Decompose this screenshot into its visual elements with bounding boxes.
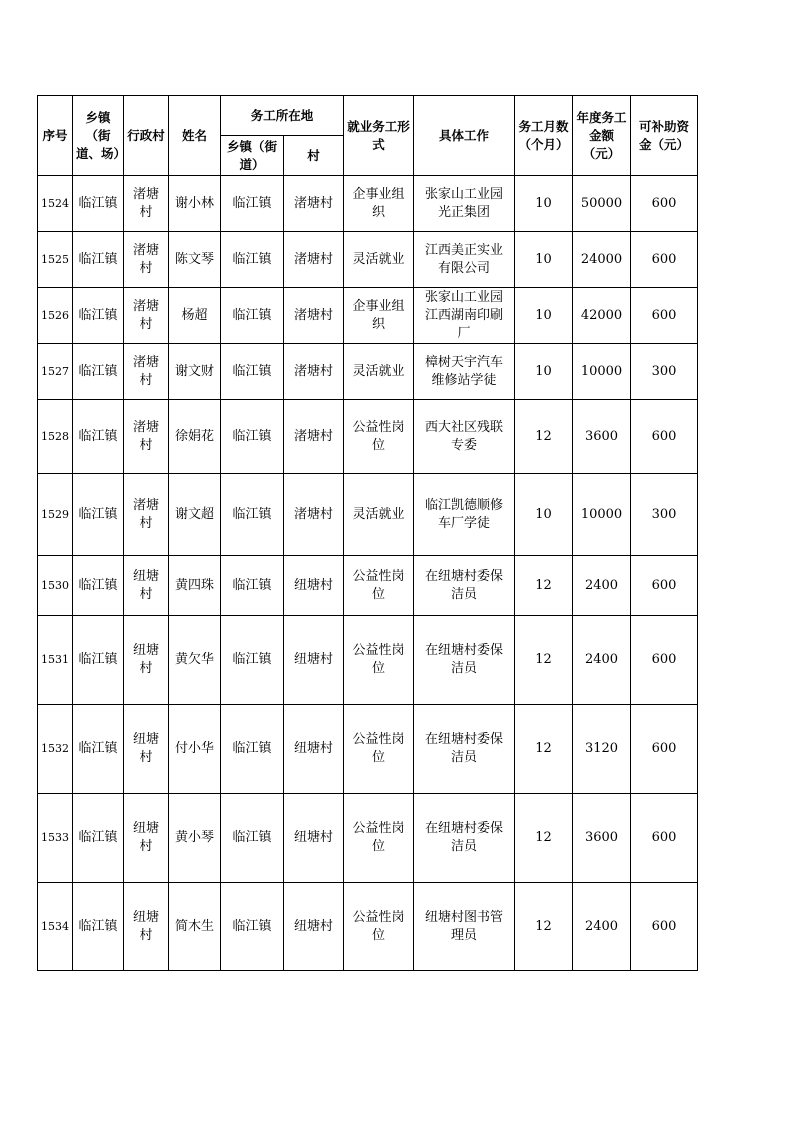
cell-town: 临江镇 — [73, 400, 124, 474]
cell-seq: 1534 — [38, 883, 73, 971]
cell-seq: 1527 — [38, 344, 73, 400]
cell-village: 渚塘村 — [124, 400, 169, 474]
header-work-village: 村 — [284, 136, 344, 176]
cell-town: 临江镇 — [73, 288, 124, 344]
cell-employment-form: 企事业组织 — [344, 176, 414, 232]
cell-name: 谢小林 — [169, 176, 221, 232]
cell-subsidy: 600 — [631, 616, 698, 705]
cell-job: 在纽塘村委保洁员 — [414, 556, 515, 616]
cell-work-village: 纽塘村 — [284, 705, 344, 794]
cell-town: 临江镇 — [73, 556, 124, 616]
cell-work-town: 临江镇 — [221, 616, 284, 705]
cell-town: 临江镇 — [73, 705, 124, 794]
cell-town: 临江镇 — [73, 474, 124, 556]
cell-name: 黄小琴 — [169, 794, 221, 883]
cell-job: 樟树天宇汽车维修站学徒 — [414, 344, 515, 400]
header-subsidy: 可补助资金（元） — [631, 96, 698, 176]
cell-work-village: 纽塘村 — [284, 883, 344, 971]
cell-annual-amount: 3600 — [573, 794, 631, 883]
cell-job: 西大社区残联专委 — [414, 400, 515, 474]
table-row — [38, 288, 698, 344]
cell-subsidy: 600 — [631, 883, 698, 971]
cell-job: 在纽塘村委保洁员 — [414, 616, 515, 705]
cell-name: 徐娟花 — [169, 400, 221, 474]
cell-months: 12 — [515, 883, 573, 971]
table-row — [38, 400, 698, 474]
cell-village: 纽塘村 — [124, 616, 169, 705]
cell-employment-form: 灵活就业 — [344, 474, 414, 556]
cell-work-town: 临江镇 — [221, 556, 284, 616]
table-row — [38, 344, 698, 400]
header-seq: 序号 — [38, 96, 73, 176]
cell-employment-form: 灵活就业 — [344, 344, 414, 400]
header-job: 具体工作 — [414, 96, 515, 176]
header-town: 乡镇（街道、场） — [73, 96, 124, 176]
cell-work-town: 临江镇 — [221, 794, 284, 883]
cell-annual-amount: 10000 — [573, 474, 631, 556]
cell-subsidy: 300 — [631, 474, 698, 556]
cell-village: 渚塘村 — [124, 176, 169, 232]
cell-employment-form: 灵活就业 — [344, 232, 414, 288]
table-row — [38, 176, 698, 232]
cell-name: 黄欠华 — [169, 616, 221, 705]
cell-job: 江西美正实业有限公司 — [414, 232, 515, 288]
cell-months: 10 — [515, 232, 573, 288]
cell-employment-form: 公益性岗位 — [344, 616, 414, 705]
table-row — [38, 616, 698, 705]
header-months: 务工月数（个月） — [515, 96, 573, 176]
cell-employment-form: 企事业组织 — [344, 288, 414, 344]
cell-employment-form: 公益性岗位 — [344, 883, 414, 971]
cell-months: 10 — [515, 288, 573, 344]
table-row — [38, 883, 698, 971]
cell-work-town: 临江镇 — [221, 232, 284, 288]
cell-town: 临江镇 — [73, 344, 124, 400]
cell-subsidy: 600 — [631, 400, 698, 474]
cell-seq: 1532 — [38, 705, 73, 794]
cell-seq: 1525 — [38, 232, 73, 288]
cell-annual-amount: 10000 — [573, 344, 631, 400]
cell-annual-amount: 2400 — [573, 616, 631, 705]
cell-seq: 1528 — [38, 400, 73, 474]
cell-seq: 1533 — [38, 794, 73, 883]
cell-work-town: 临江镇 — [221, 705, 284, 794]
cell-work-village: 渚塘村 — [284, 288, 344, 344]
cell-village: 渚塘村 — [124, 474, 169, 556]
cell-job: 张家山工业园江西湖南印刷厂 — [414, 288, 515, 344]
cell-annual-amount: 42000 — [573, 288, 631, 344]
cell-months: 10 — [515, 344, 573, 400]
header-work-town: 乡镇（街道） — [221, 136, 284, 176]
header-name: 姓名 — [169, 96, 221, 176]
cell-work-village: 渚塘村 — [284, 176, 344, 232]
cell-annual-amount: 2400 — [573, 556, 631, 616]
cell-work-town: 临江镇 — [221, 883, 284, 971]
cell-town: 临江镇 — [73, 176, 124, 232]
table-body — [38, 176, 698, 971]
cell-name: 黄四珠 — [169, 556, 221, 616]
cell-job: 在纽塘村委保洁员 — [414, 705, 515, 794]
cell-months: 12 — [515, 556, 573, 616]
table-header — [38, 96, 698, 176]
subsidy-table — [37, 95, 698, 971]
cell-village: 渚塘村 — [124, 288, 169, 344]
cell-work-village: 纽塘村 — [284, 794, 344, 883]
cell-employment-form: 公益性岗位 — [344, 556, 414, 616]
cell-subsidy: 600 — [631, 176, 698, 232]
header-annual-amount: 年度务工金额（元） — [573, 96, 631, 176]
cell-work-town: 临江镇 — [221, 474, 284, 556]
cell-subsidy: 600 — [631, 288, 698, 344]
cell-months: 12 — [515, 794, 573, 883]
cell-name: 付小华 — [169, 705, 221, 794]
table-row — [38, 556, 698, 616]
cell-subsidy: 300 — [631, 344, 698, 400]
cell-name: 谢文财 — [169, 344, 221, 400]
table-row — [38, 794, 698, 883]
cell-work-town: 临江镇 — [221, 176, 284, 232]
header-employment-form: 就业务工形式 — [344, 96, 414, 176]
cell-work-village: 渚塘村 — [284, 232, 344, 288]
cell-name: 杨超 — [169, 288, 221, 344]
cell-annual-amount: 24000 — [573, 232, 631, 288]
cell-seq: 1524 — [38, 176, 73, 232]
cell-annual-amount: 3120 — [573, 705, 631, 794]
cell-annual-amount: 3600 — [573, 400, 631, 474]
cell-months: 10 — [515, 176, 573, 232]
cell-employment-form: 公益性岗位 — [344, 400, 414, 474]
cell-village: 纽塘村 — [124, 705, 169, 794]
table-row — [38, 232, 698, 288]
cell-subsidy: 600 — [631, 232, 698, 288]
cell-town: 临江镇 — [73, 232, 124, 288]
cell-village: 纽塘村 — [124, 883, 169, 971]
cell-work-village: 纽塘村 — [284, 616, 344, 705]
cell-months: 12 — [515, 616, 573, 705]
cell-work-village: 渚塘村 — [284, 344, 344, 400]
table-row — [38, 705, 698, 794]
cell-annual-amount: 2400 — [573, 883, 631, 971]
cell-village: 纽塘村 — [124, 556, 169, 616]
table-row — [38, 474, 698, 556]
cell-name: 简木生 — [169, 883, 221, 971]
cell-work-village: 渚塘村 — [284, 474, 344, 556]
cell-annual-amount: 50000 — [573, 176, 631, 232]
cell-work-town: 临江镇 — [221, 288, 284, 344]
cell-subsidy: 600 — [631, 556, 698, 616]
cell-job: 临江凯德顺修车厂学徒 — [414, 474, 515, 556]
cell-months: 12 — [515, 705, 573, 794]
cell-work-village: 渚塘村 — [284, 400, 344, 474]
cell-name: 谢文超 — [169, 474, 221, 556]
cell-employment-form: 公益性岗位 — [344, 705, 414, 794]
cell-subsidy: 600 — [631, 794, 698, 883]
cell-village: 渚塘村 — [124, 344, 169, 400]
cell-work-town: 临江镇 — [221, 400, 284, 474]
cell-town: 临江镇 — [73, 794, 124, 883]
cell-town: 临江镇 — [73, 883, 124, 971]
header-village: 行政村 — [124, 96, 169, 176]
cell-village: 纽塘村 — [124, 794, 169, 883]
cell-seq: 1526 — [38, 288, 73, 344]
cell-job: 纽塘村图书管理员 — [414, 883, 515, 971]
cell-seq: 1530 — [38, 556, 73, 616]
cell-subsidy: 600 — [631, 705, 698, 794]
cell-town: 临江镇 — [73, 616, 124, 705]
cell-employment-form: 公益性岗位 — [344, 794, 414, 883]
cell-name: 陈文琴 — [169, 232, 221, 288]
cell-work-village: 纽塘村 — [284, 556, 344, 616]
cell-job: 在纽塘村委保洁员 — [414, 794, 515, 883]
cell-work-town: 临江镇 — [221, 344, 284, 400]
header-work-location: 务工所在地 — [221, 96, 344, 136]
cell-months: 12 — [515, 400, 573, 474]
cell-job: 张家山工业园光正集团 — [414, 176, 515, 232]
cell-seq: 1531 — [38, 616, 73, 705]
cell-village: 渚塘村 — [124, 232, 169, 288]
cell-seq: 1529 — [38, 474, 73, 556]
cell-months: 10 — [515, 474, 573, 556]
